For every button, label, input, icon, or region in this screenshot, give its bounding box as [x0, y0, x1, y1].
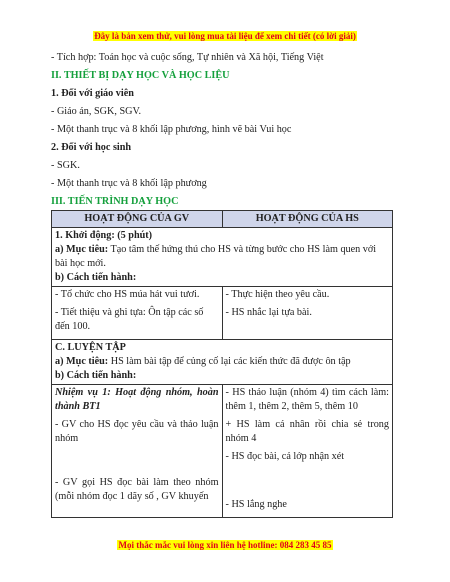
teacher-item: - Giáo án, SGK, SGV. — [51, 106, 142, 117]
hotline-banner — [0, 535, 450, 553]
warmup-heading: 1. Khởi động: (5 phút) — [55, 230, 153, 241]
practice-cell — [52, 340, 393, 385]
hs-step: - HS nhắc lại tựa bài. — [225, 307, 312, 318]
practice-heading: C. LUYỆN TẬP — [55, 342, 126, 353]
practice-goal: a) Mục tiêu: HS làm bài tập để củng cố lại các kiến thức đã được ôn tập — [55, 356, 351, 367]
preview-banner-text: Đây là bản xem thử, vui lòng mua tài liệu để xem chi tiết (có lời giải) — [94, 31, 356, 41]
warmup-method: b) Cách tiến hành: — [55, 272, 137, 283]
header-teacher-activity: HOẠT ĐỘNG CỦA GV — [52, 211, 223, 228]
warmup-goal: a) Mục tiêu: Tạo tâm thế hứng thú cho HS và từng bước cho HS làm quen với bài học mới. — [55, 244, 377, 269]
gv-step: - GV cho HS đọc yêu cầu và thảo luận nhóm — [55, 419, 219, 444]
hotline-banner-text: Mọi thắc mắc vui lòng xin liên hệ hotline: 084 283 45 85 — [118, 540, 332, 550]
hs-step: - Thực hiện theo yêu cầu. — [225, 289, 330, 300]
task-gv-cell — [52, 385, 223, 518]
student-heading: 2. Đối với học sinh — [51, 142, 132, 153]
integration-line: - Tích hợp: Toán học và cuộc sống, Tự nhiên và Xã hội, Tiếng Việt — [51, 52, 324, 63]
warmup-row — [52, 228, 393, 287]
task-row — [52, 385, 393, 518]
section-3-title: III. TIẾN TRÌNH DẠY HỌC — [51, 196, 179, 207]
task-title: Nhiệm vụ 1: Hoạt động nhóm, hoàn thành BT1 — [55, 387, 219, 412]
document-body — [51, 51, 393, 213]
warmup-activities-row — [52, 287, 393, 340]
practice-method: b) Cách tiến hành: — [55, 370, 137, 381]
gv-step: - Tổ chức cho HS múa hát vui tươi. — [55, 289, 200, 300]
teacher-heading: 1. Đối với giáo viên — [51, 88, 134, 99]
header-student-activity: HOẠT ĐỘNG CỦA HS — [222, 211, 393, 228]
hs-step: - HS thảo luận (nhóm 4) tìm cách làm: thêm 1, thêm 2, thêm 5, thêm 10 — [225, 387, 389, 412]
gv-step: - GV gọi HS đọc bài làm theo nhóm (mỗi nhóm đọc 1 dãy số , GV khuyến — [55, 477, 219, 502]
student-item: - SGK. — [51, 160, 80, 171]
warmup-hs-cell — [222, 287, 393, 340]
table-header-row — [52, 211, 393, 228]
warmup-cell — [52, 228, 393, 287]
hs-step: - HS đọc bài, cả lớp nhận xét — [225, 451, 345, 462]
hs-step: + HS làm cá nhân rồi chia sẻ trong nhóm 4 — [225, 419, 389, 444]
teacher-item: - Một thanh trục và 8 khối lập phương, hình vẽ bài Vui học — [51, 124, 292, 135]
lesson-table — [51, 210, 393, 518]
hs-step: - HS lắng nghe — [225, 499, 287, 510]
student-item: - Một thanh trục và 8 khối lập phương — [51, 178, 207, 189]
practice-row — [52, 340, 393, 385]
warmup-gv-cell — [52, 287, 223, 340]
gv-step: - Tiết thiệu và ghi tựa: Ôn tập các số đến 100. — [55, 307, 204, 332]
section-2-title: II. THIẾT BỊ DẠY HỌC VÀ HỌC LIỆU — [51, 70, 230, 81]
preview-banner — [0, 26, 450, 44]
task-hs-cell — [222, 385, 393, 518]
